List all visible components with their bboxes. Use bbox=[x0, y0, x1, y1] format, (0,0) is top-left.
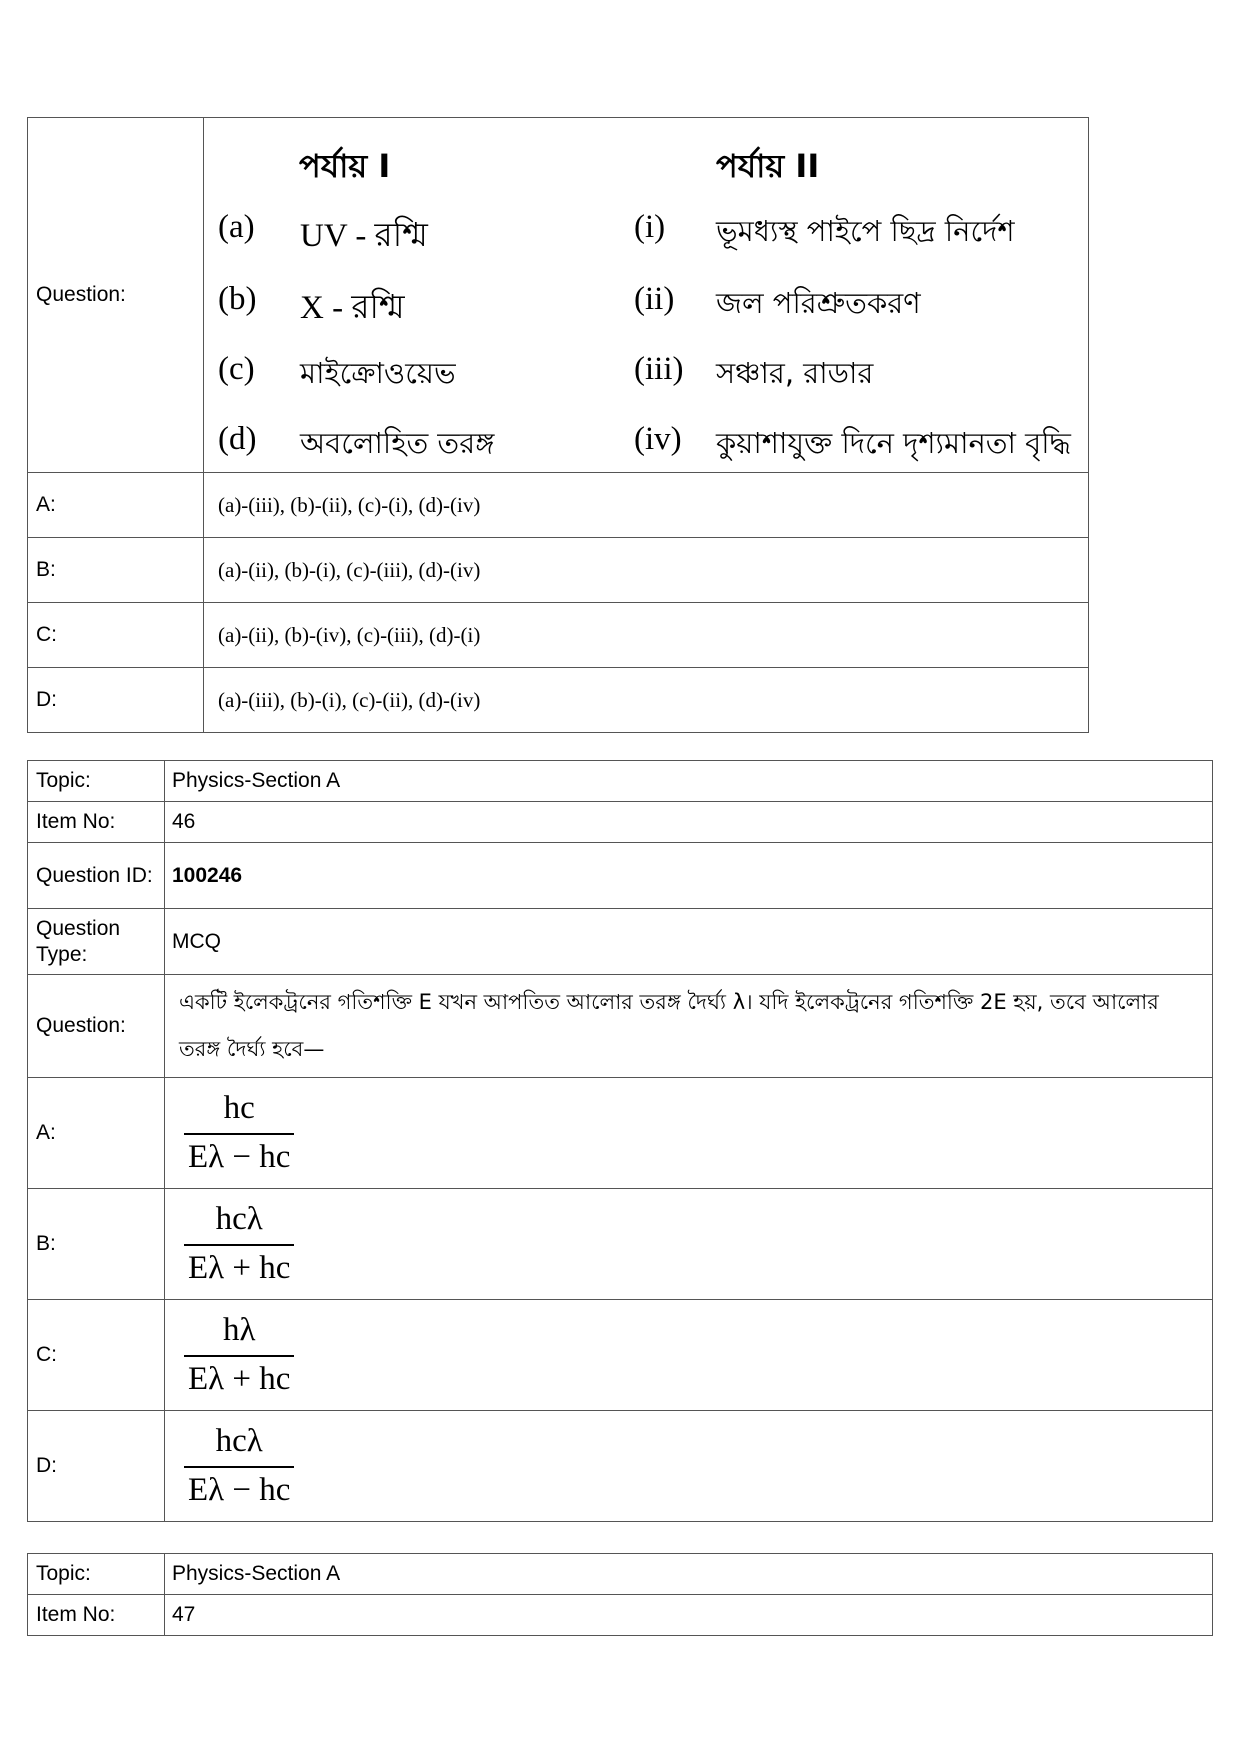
item-no-label: Item No: bbox=[28, 1595, 165, 1636]
option-row-d bbox=[28, 1411, 1213, 1522]
option-label: D: bbox=[28, 668, 204, 733]
topic-label: Topic: bbox=[28, 761, 165, 802]
option-label: D: bbox=[28, 1411, 165, 1522]
column-heading-left: পর্যায় I bbox=[299, 146, 391, 185]
option-label: B: bbox=[28, 538, 204, 603]
option-row-a bbox=[28, 473, 1089, 538]
match-row bbox=[204, 351, 1088, 391]
option-text: (a)-(iii), (b)-(i), (c)-(ii), (d)-(iv) bbox=[204, 668, 1089, 733]
option-text: (a)-(iii), (b)-(ii), (c)-(i), (d)-(iv) bbox=[204, 473, 1089, 538]
option-row-c bbox=[28, 1300, 1213, 1411]
option-label: B: bbox=[28, 1189, 165, 1300]
right-value: সঞ্চার, রাডার bbox=[716, 355, 874, 390]
left-key: (c) bbox=[218, 350, 255, 387]
match-row bbox=[204, 208, 1088, 254]
match-row bbox=[204, 421, 1088, 461]
numerator: hc bbox=[223, 1090, 255, 1126]
option-label: C: bbox=[28, 603, 204, 668]
question-id-label: Question ID: bbox=[28, 843, 165, 909]
fraction bbox=[184, 1423, 294, 1509]
denominator: Eλ − hc bbox=[184, 1133, 294, 1176]
left-value: UV - রশ্মি bbox=[300, 217, 428, 254]
match-question-table bbox=[27, 117, 1089, 733]
item-no-value: 47 bbox=[165, 1595, 1213, 1636]
option-row-b bbox=[28, 538, 1089, 603]
right-key: (iii) bbox=[634, 350, 684, 387]
numerator: hcλ bbox=[215, 1201, 263, 1237]
left-value: মাইক্রোওয়েভ bbox=[300, 355, 456, 390]
numerator: hcλ bbox=[215, 1423, 263, 1459]
left-key: (d) bbox=[218, 420, 257, 457]
question-id-value: 100246 bbox=[165, 843, 1213, 909]
left-key: (a) bbox=[218, 208, 255, 245]
right-value: জল পরিশ্রুতকরণ bbox=[716, 285, 921, 320]
column-heading-right: পর্যায় II bbox=[716, 146, 820, 185]
numerator: hλ bbox=[222, 1312, 256, 1348]
option-row-b bbox=[28, 1189, 1213, 1300]
option-row-d bbox=[28, 668, 1089, 733]
option-formula bbox=[165, 1411, 1213, 1522]
question-label: Question: bbox=[28, 975, 165, 1078]
left-key: (b) bbox=[218, 280, 257, 317]
option-label: C: bbox=[28, 1300, 165, 1411]
question-text: একটি ইলেকট্রনের গতিশক্তি E যখন আপতিত আলোর তরঙ্গ দৈর্ঘ্য λ। যদি ইলেকট্রনের গতিশক্তি 2E হয়, তবে আলোর তরঙ্গ দৈর্ঘ্য হবে— bbox=[165, 975, 1213, 1078]
topic-value: Physics-Section A bbox=[165, 761, 1213, 802]
item-46-table bbox=[27, 760, 1213, 1522]
question-type-value: MCQ bbox=[165, 909, 1213, 975]
right-value: ভূমধ্যস্থ পাইপে ছিদ্র নির্দেশ bbox=[716, 213, 1015, 248]
question-type-label: Question Type: bbox=[28, 909, 165, 975]
topic-label: Topic: bbox=[28, 1554, 165, 1595]
denominator: Eλ + hc bbox=[184, 1355, 294, 1398]
left-value: অবলোহিত তরঙ্গ bbox=[300, 425, 495, 460]
option-row-a bbox=[28, 1078, 1213, 1189]
match-columns bbox=[204, 118, 1089, 473]
item-no-label: Item No: bbox=[28, 802, 165, 843]
option-formula bbox=[165, 1189, 1213, 1300]
option-formula bbox=[165, 1078, 1213, 1189]
option-text: (a)-(ii), (b)-(iv), (c)-(iii), (d)-(i) bbox=[204, 603, 1089, 668]
denominator: Eλ + hc bbox=[184, 1244, 294, 1287]
right-key: (i) bbox=[634, 208, 666, 245]
fraction bbox=[184, 1201, 294, 1287]
option-text: (a)-(ii), (b)-(i), (c)-(iii), (d)-(iv) bbox=[204, 538, 1089, 603]
left-value: X - রশ্মি bbox=[300, 289, 405, 326]
option-label: A: bbox=[28, 1078, 165, 1189]
item-47-table bbox=[27, 1553, 1213, 1636]
item-no-value: 46 bbox=[165, 802, 1213, 843]
right-key: (iv) bbox=[634, 420, 682, 457]
right-value: কুয়াশাযুক্ত দিনে দৃশ্যমানতা বৃদ্ধি bbox=[716, 425, 1071, 460]
denominator: Eλ − hc bbox=[184, 1466, 294, 1509]
topic-value: Physics-Section A bbox=[165, 1554, 1213, 1595]
fraction bbox=[184, 1312, 294, 1398]
option-label: A: bbox=[28, 473, 204, 538]
match-row bbox=[204, 280, 1088, 326]
right-key: (ii) bbox=[634, 280, 675, 317]
fraction bbox=[184, 1090, 294, 1176]
question-label: Question: bbox=[28, 118, 204, 473]
option-row-c bbox=[28, 603, 1089, 668]
option-formula bbox=[165, 1300, 1213, 1411]
